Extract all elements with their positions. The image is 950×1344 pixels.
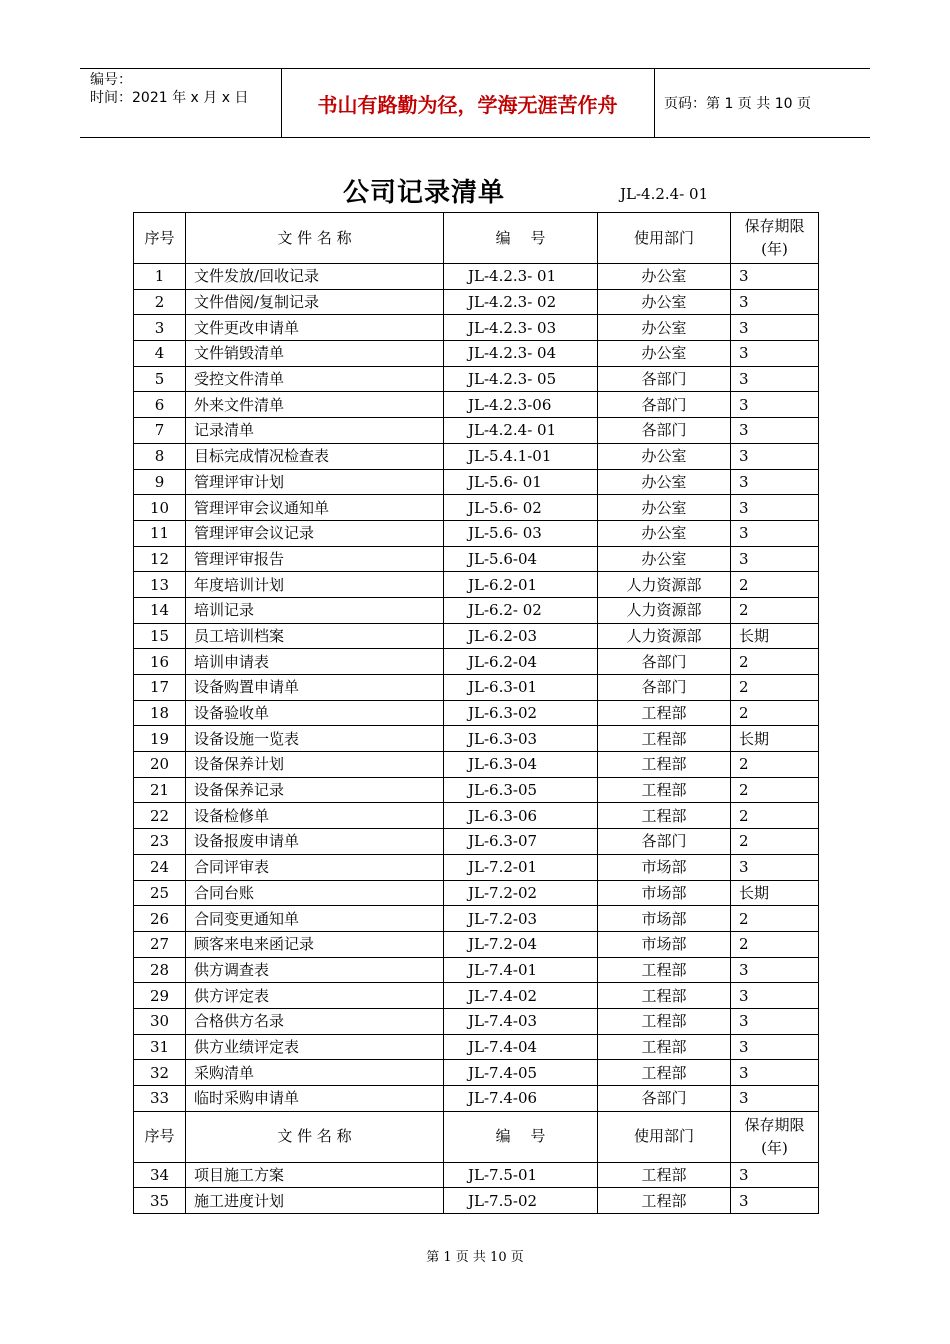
cell-code: JL-4.2.3- 05: [444, 366, 598, 392]
cell-name: 文件发放/回收记录: [186, 264, 444, 290]
cell-code: JL-4.2.3- 03: [444, 315, 598, 341]
cell-dept: 办公室: [598, 495, 731, 521]
table-row: [134, 546, 819, 572]
cell-name: 供方评定表: [186, 983, 444, 1009]
cell-dept: 办公室: [598, 264, 731, 290]
table-row: [134, 649, 819, 675]
cell-name: 合同评审表: [186, 854, 444, 880]
cell-dept: 市场部: [598, 931, 731, 957]
cell-name: 培训记录: [186, 597, 444, 623]
cell-retention: 3: [731, 392, 819, 418]
table-header-row: [134, 1111, 819, 1162]
cell-retention: 3: [731, 520, 819, 546]
cell-name: 员工培训档案: [186, 623, 444, 649]
page-footer: 第 1 页 共 10 页: [426, 1250, 524, 1265]
cell-dept: 工程部: [598, 1188, 731, 1214]
cell-retention: 长期: [731, 880, 819, 906]
cell-retention: 3: [731, 443, 819, 469]
cell-dept: 各部门: [598, 829, 731, 855]
cell-no: 19: [134, 726, 186, 752]
page-title: 公司记录清单: [343, 178, 506, 208]
table-row: [134, 803, 819, 829]
table-row: [134, 854, 819, 880]
cell-no: 32: [134, 1060, 186, 1086]
cell-dept: 办公室: [598, 546, 731, 572]
header-cell-no: 序号: [134, 213, 186, 264]
cell-code: JL-7.2-02: [444, 880, 598, 906]
table-row: [134, 623, 819, 649]
cell-retention: 3: [731, 469, 819, 495]
cell-dept: 工程部: [598, 1008, 731, 1034]
cell-no: 17: [134, 675, 186, 701]
table-row: [134, 597, 819, 623]
cell-code: JL-4.2.3-06: [444, 392, 598, 418]
cell-code: JL-5.4.1-01: [444, 443, 598, 469]
cell-retention: 3: [731, 1188, 819, 1214]
cell-no: 7: [134, 418, 186, 444]
cell-name: 供方调查表: [186, 957, 444, 983]
cell-no: 1: [134, 264, 186, 290]
table-row: [134, 983, 819, 1009]
cell-dept: 办公室: [598, 443, 731, 469]
cell-dept: 市场部: [598, 880, 731, 906]
cell-name: 培训申请表: [186, 649, 444, 675]
header-retention-line1: 保存期限: [744, 217, 805, 235]
table-row: [134, 752, 819, 778]
cell-no: 18: [134, 700, 186, 726]
cell-retention: 2: [731, 931, 819, 957]
table-header-row: [134, 213, 819, 264]
cell-code: JL-6.3-04: [444, 752, 598, 778]
cell-name: 受控文件清单: [186, 366, 444, 392]
cell-retention: 2: [731, 700, 819, 726]
table-row: [134, 1188, 819, 1214]
cell-name: 采购清单: [186, 1060, 444, 1086]
header-cell-dept: 使用部门: [598, 1111, 731, 1162]
cell-dept: 工程部: [598, 1060, 731, 1086]
cell-no: 15: [134, 623, 186, 649]
header-cell-name: 文 件 名 称: [186, 213, 444, 264]
table-row: [134, 880, 819, 906]
cell-dept: 各部门: [598, 649, 731, 675]
cell-dept: 各部门: [598, 418, 731, 444]
header-retention-line2: (年): [761, 240, 788, 258]
table-row: [134, 1060, 819, 1086]
cell-code: JL-7.4-04: [444, 1034, 598, 1060]
cell-name: 合格供方名录: [186, 1008, 444, 1034]
cell-no: 30: [134, 1008, 186, 1034]
cell-code: JL-7.4-02: [444, 983, 598, 1009]
cell-code: JL-4.2.3- 04: [444, 341, 598, 367]
cell-code: JL-6.2- 02: [444, 597, 598, 623]
cell-no: 22: [134, 803, 186, 829]
cell-retention: 3: [731, 1034, 819, 1060]
table-row: [134, 1034, 819, 1060]
cell-code: JL-6.2-04: [444, 649, 598, 675]
cell-dept: 工程部: [598, 957, 731, 983]
header-motto: 书山有路勤为径，学海无涯苦作舟: [317, 92, 618, 117]
cell-no: 3: [134, 315, 186, 341]
cell-retention: 3: [731, 1060, 819, 1086]
header-cell-code: 编 号: [444, 1111, 598, 1162]
cell-dept: 人力资源部: [598, 572, 731, 598]
cell-retention: 3: [731, 341, 819, 367]
cell-retention: 3: [731, 957, 819, 983]
cell-dept: 各部门: [598, 392, 731, 418]
cell-code: JL-6.3-01: [444, 675, 598, 701]
cell-code: JL-5.6- 03: [444, 520, 598, 546]
cell-no: 5: [134, 366, 186, 392]
table-row: [134, 392, 819, 418]
cell-retention: 2: [731, 829, 819, 855]
table-row: [134, 289, 819, 315]
table-row: [134, 341, 819, 367]
table-row: [134, 726, 819, 752]
cell-code: JL-6.2-01: [444, 572, 598, 598]
cell-retention: 3: [731, 1008, 819, 1034]
cell-name: 合同变更通知单: [186, 906, 444, 932]
header-page-info: 页码：第 1 页 共 10 页: [664, 96, 811, 112]
cell-no: 26: [134, 906, 186, 932]
cell-code: JL-6.3-02: [444, 700, 598, 726]
cell-name: 外来文件清单: [186, 392, 444, 418]
cell-no: 33: [134, 1086, 186, 1112]
cell-name: 供方业绩评定表: [186, 1034, 444, 1060]
header-cell-code: 编 号: [444, 213, 598, 264]
cell-no: 2: [134, 289, 186, 315]
header-divider: [654, 69, 655, 137]
cell-retention: 2: [731, 649, 819, 675]
cell-name: 顾客来电来函记录: [186, 931, 444, 957]
cell-dept: 市场部: [598, 906, 731, 932]
cell-dept: 人力资源部: [598, 623, 731, 649]
table-row: [134, 906, 819, 932]
doc-date: 时间：2021 年 x 月 x 日: [90, 90, 249, 106]
header-cell-retention: [731, 213, 819, 264]
cell-code: JL-7.4-03: [444, 1008, 598, 1034]
cell-no: 20: [134, 752, 186, 778]
cell-name: 设备保养记录: [186, 777, 444, 803]
table-row: [134, 675, 819, 701]
cell-no: 9: [134, 469, 186, 495]
cell-code: JL-6.3-06: [444, 803, 598, 829]
cell-no: 28: [134, 957, 186, 983]
header-cell-name: 文 件 名 称: [186, 1111, 444, 1162]
cell-no: 16: [134, 649, 186, 675]
cell-code: JL-6.3-05: [444, 777, 598, 803]
table-row: [134, 1086, 819, 1112]
cell-name: 临时采购申请单: [186, 1086, 444, 1112]
cell-no: 4: [134, 341, 186, 367]
cell-no: 10: [134, 495, 186, 521]
table-row: [134, 315, 819, 341]
cell-retention: 3: [731, 418, 819, 444]
cell-dept: 办公室: [598, 289, 731, 315]
header-meta: [90, 71, 248, 107]
table-row: [134, 777, 819, 803]
header-cell-no: 序号: [134, 1111, 186, 1162]
cell-no: 11: [134, 520, 186, 546]
cell-dept: 工程部: [598, 726, 731, 752]
cell-name: 设备报废申请单: [186, 829, 444, 855]
cell-code: JL-7.2-01: [444, 854, 598, 880]
cell-name: 管理评审会议记录: [186, 520, 444, 546]
cell-no: 25: [134, 880, 186, 906]
cell-code: JL-4.2.4- 01: [444, 418, 598, 444]
cell-dept: 人力资源部: [598, 597, 731, 623]
cell-retention: 2: [731, 777, 819, 803]
cell-retention: 长期: [731, 726, 819, 752]
cell-dept: 工程部: [598, 803, 731, 829]
cell-name: 管理评审报告: [186, 546, 444, 572]
cell-no: 35: [134, 1188, 186, 1214]
cell-code: JL-6.3-03: [444, 726, 598, 752]
cell-name: 文件销毁清单: [186, 341, 444, 367]
cell-retention: 2: [731, 597, 819, 623]
cell-name: 文件借阅/复制记录: [186, 289, 444, 315]
table-row: [134, 366, 819, 392]
table-row: [134, 931, 819, 957]
cell-no: 14: [134, 597, 186, 623]
cell-code: JL-7.2-04: [444, 931, 598, 957]
cell-dept: 各部门: [598, 675, 731, 701]
header-cell-dept: 使用部门: [598, 213, 731, 264]
cell-name: 合同台账: [186, 880, 444, 906]
cell-name: 项目施工方案: [186, 1162, 444, 1188]
cell-name: 设备设施一览表: [186, 726, 444, 752]
cell-retention: 2: [731, 572, 819, 598]
cell-code: JL-5.6- 01: [444, 469, 598, 495]
table-row: [134, 957, 819, 983]
cell-no: 13: [134, 572, 186, 598]
cell-no: 21: [134, 777, 186, 803]
cell-retention: 3: [731, 264, 819, 290]
table-row: [134, 700, 819, 726]
cell-no: 23: [134, 829, 186, 855]
table-row: [134, 495, 819, 521]
cell-name: 设备购置申请单: [186, 675, 444, 701]
cell-no: 24: [134, 854, 186, 880]
cell-retention: 3: [731, 546, 819, 572]
cell-retention: 3: [731, 854, 819, 880]
cell-retention: 3: [731, 315, 819, 341]
cell-retention: 2: [731, 803, 819, 829]
cell-name: 文件更改申请单: [186, 315, 444, 341]
cell-retention: 3: [731, 1086, 819, 1112]
cell-code: JL-7.4-01: [444, 957, 598, 983]
table-row: [134, 520, 819, 546]
cell-dept: 工程部: [598, 752, 731, 778]
table-row: [134, 469, 819, 495]
cell-dept: 各部门: [598, 366, 731, 392]
table-row: [134, 1008, 819, 1034]
cell-code: JL-7.4-05: [444, 1060, 598, 1086]
cell-dept: 工程部: [598, 700, 731, 726]
cell-name: 年度培训计划: [186, 572, 444, 598]
cell-dept: 办公室: [598, 469, 731, 495]
cell-no: 6: [134, 392, 186, 418]
cell-dept: 工程部: [598, 1162, 731, 1188]
cell-dept: 办公室: [598, 315, 731, 341]
cell-name: 目标完成情况检查表: [186, 443, 444, 469]
cell-no: 12: [134, 546, 186, 572]
cell-code: JL-5.6- 02: [444, 495, 598, 521]
cell-code: JL-7.4-06: [444, 1086, 598, 1112]
cell-retention: 长期: [731, 623, 819, 649]
cell-no: 31: [134, 1034, 186, 1060]
cell-dept: 办公室: [598, 341, 731, 367]
cell-name: 管理评审计划: [186, 469, 444, 495]
cell-retention: 3: [731, 983, 819, 1009]
doc-number-label: 编号：: [90, 72, 132, 88]
cell-retention: 3: [731, 1162, 819, 1188]
cell-code: JL-7.2-03: [444, 906, 598, 932]
table-row: [134, 829, 819, 855]
table-row: [134, 1162, 819, 1188]
cell-no: 29: [134, 983, 186, 1009]
table-row: [134, 264, 819, 290]
cell-name: 施工进度计划: [186, 1188, 444, 1214]
table-row: [134, 418, 819, 444]
cell-no: 27: [134, 931, 186, 957]
cell-code: JL-4.2.3- 01: [444, 264, 598, 290]
header-cell-retention: [731, 1111, 819, 1162]
cell-retention: 2: [731, 906, 819, 932]
cell-retention: 2: [731, 752, 819, 778]
cell-dept: 工程部: [598, 983, 731, 1009]
header-retention-line1: 保存期限: [744, 1115, 805, 1134]
cell-no: 34: [134, 1162, 186, 1188]
cell-code: JL-7.5-01: [444, 1162, 598, 1188]
cell-retention: 3: [731, 366, 819, 392]
cell-retention: 3: [731, 495, 819, 521]
cell-dept: 工程部: [598, 1034, 731, 1060]
cell-no: 8: [134, 443, 186, 469]
cell-dept: 办公室: [598, 520, 731, 546]
page-header: [80, 68, 870, 138]
cell-dept: 工程部: [598, 777, 731, 803]
cell-name: 记录清单: [186, 418, 444, 444]
cell-code: JL-7.5-02: [444, 1188, 598, 1214]
cell-retention: 3: [731, 289, 819, 315]
cell-code: JL-5.6-04: [444, 546, 598, 572]
cell-name: 管理评审会议通知单: [186, 495, 444, 521]
cell-dept: 市场部: [598, 854, 731, 880]
cell-name: 设备检修单: [186, 803, 444, 829]
doc-code: JL-4.2.4- 01: [620, 185, 709, 203]
records-table: [133, 212, 819, 1214]
table-row: [134, 572, 819, 598]
cell-dept: 各部门: [598, 1086, 731, 1112]
cell-retention: 2: [731, 675, 819, 701]
cell-code: JL-6.3-07: [444, 829, 598, 855]
table-row: [134, 443, 819, 469]
header-retention-line2: (年): [761, 1138, 788, 1157]
cell-code: JL-4.2.3- 02: [444, 289, 598, 315]
cell-code: JL-6.2-03: [444, 623, 598, 649]
cell-name: 设备保养计划: [186, 752, 444, 778]
cell-name: 设备验收单: [186, 700, 444, 726]
